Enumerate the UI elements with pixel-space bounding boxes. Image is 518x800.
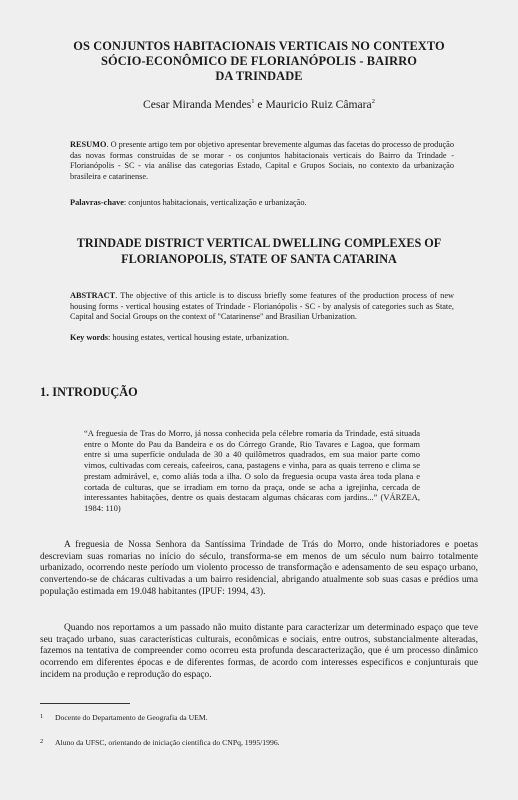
author-joiner: e [254, 98, 266, 111]
key-words-block [70, 333, 454, 344]
title-line: OS CONJUNTOS HABITACIONAIS VERTICAIS NO CONTEXTO [73, 39, 445, 53]
title-line: FLORIANOPOLIS, STATE OF SANTA CATARINA [121, 251, 397, 266]
english-title [40, 236, 478, 267]
block-quote: “A freguesia de Tras do Morro, já nossa conhecida pela célebre romaria da Trindade, está situada entre o Monte do Pau da Bandeira e os do Córrego Grande, Rio Tavares e Lagoa, que formam entre si uma superfície ondulada de 30 a 40 quilômetros quadrados, em sua maior parte como vimos, cultivadas com cereais, cafeeiros, cana, pastagens e vinha, para as quais terreno e clima se prestam admirável, e, como aliás toda a ilha. O solo da freguesia ocupa vasta área toda plana e cortada de culturas, que se irradiam em torno da praça, onde se acha a igrejinha, cercada de interessantes habitações, dentre os quais destacam algumas chácaras com jardins...” (VÁRZEA, 1984: 110) [84, 428, 420, 513]
key-words-text: : housing estates, vertical housing estate, urbanization. [108, 333, 289, 342]
palavras-chave-block [70, 198, 454, 209]
key-words-label: Key words [70, 333, 109, 342]
abstract-label: ABSTRACT [70, 291, 116, 300]
footnote-text: Docente do Departamento de Geografia da UEM. [55, 713, 208, 722]
body-paragraph: Quando nos reportamos a um passado não muito distante para caracterizar um determinado espaço que teve seu traçado urbano, suas características culturais, econômicas e sociais, entre outros, substancialmente alteradas, fazemos na tentativa de compreender como ocorreu esta profunda descaracterização, que é um processo dinâmico ocorrendo em diferentes épocas e de diferentes formas, de acordo com interesses específicos e conjunturais que incidem na produção e reprodução do espaço. [40, 623, 478, 680]
author-name: Mauricio Ruiz Câmara [265, 98, 372, 111]
body-paragraph: A freguesia de Nossa Senhora da Santíssima Trindade de Trás do Morro, onde historiadores e poetas descreviam suas romarias no início do século, transforma-se em menos de um século num bairro totalmente urbanizado, ocorrendo neste período um violento processo de transformação e adensamento de seu espaço urbano, convertendo-se de chácaras cultivadas a um bairro residencial, abrigando atualmente sob suas casas e prédios uma população estimada em 19.048 habitantes (IPUF: 1994, 43). [40, 540, 478, 597]
footnote-number: 1 [40, 713, 44, 720]
abstract-block [70, 291, 454, 323]
author-name: Cesar Miranda Mendes [143, 98, 252, 111]
palavras-chave-text: : conjuntos habitacionais, verticalização e urbanização. [123, 198, 307, 207]
abstract-text: . The objective of this article is to discuss briefly some features of the production process of new housing forms - vertical housing estates of Trindade - Florianópolis - SC - by analysis of categories such as State, Capital and Social Groups on the context of "Catarinense" and Brasilian Urbanization. [70, 291, 454, 321]
footnote-text: Aluno da UFSC, orientando de iniciação científica do CNPq, 1995/1996. [55, 738, 280, 747]
title-line: SÓCIO-ECONÔMICO DE FLORIANÓPOLIS - BAIRRO [101, 54, 417, 68]
title-line: DA TRINDADE [215, 69, 303, 83]
palavras-chave-label: Palavras-chave [70, 198, 124, 207]
resumo-text: . O presente artigo tem por objetivo apresentar brevemente algumas das facetas do processo de produção das novas formas construídas de se morar - os conjuntos habitacionais verticais do Bairro da Trindade - Florianópolis - SC - via análise das categorias Estado, Capital e Grupos Sociais, no contexto da urbanização brasileira e catarinense. [70, 140, 454, 181]
footnote-marker: 2 [371, 98, 375, 105]
authors-line [40, 95, 478, 112]
title-line: TRINDADE DISTRICT VERTICAL DWELLING COMPLEXES OF [76, 236, 442, 250]
resumo-label: RESUMO [70, 140, 107, 149]
footnote [40, 737, 480, 747]
section-heading: 1. INTRODUÇÃO [40, 385, 138, 399]
portuguese-title [40, 39, 478, 84]
footnote-marker: 1 [251, 98, 255, 105]
footnote [40, 712, 480, 722]
footnote-divider [40, 703, 130, 704]
resumo-block [70, 140, 454, 182]
footnote-number: 2 [40, 738, 44, 745]
